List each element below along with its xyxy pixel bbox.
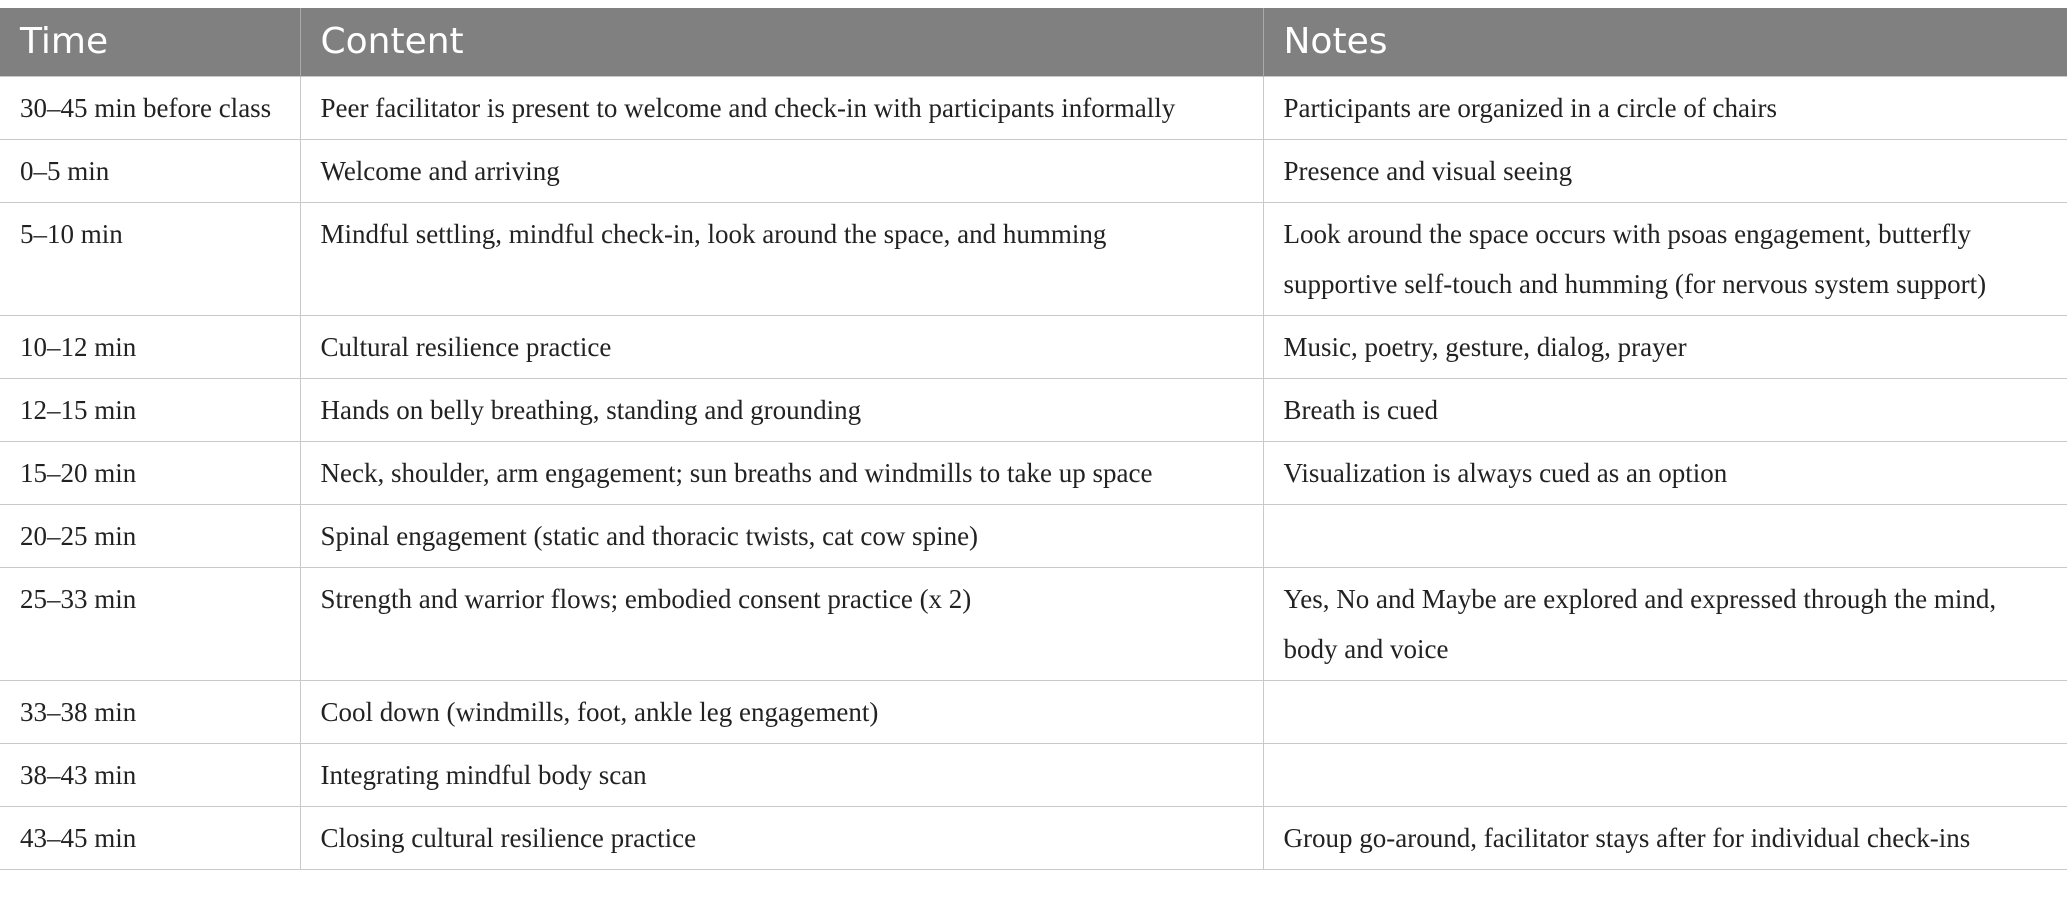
cell-content: Cultural resilience practice: [300, 315, 1263, 378]
table-row: [0, 441, 2067, 504]
table-row: [0, 680, 2067, 743]
cell-notes: Breath is cued: [1263, 378, 2067, 441]
table-row: [0, 202, 2067, 315]
schedule-table-container: [0, 8, 2067, 870]
column-header-content: Content: [300, 8, 1263, 76]
cell-time: 38–43 min: [0, 743, 300, 806]
cell-time: 20–25 min: [0, 504, 300, 567]
table-row: [0, 139, 2067, 202]
schedule-table: [0, 8, 2067, 870]
table-row: [0, 315, 2067, 378]
table-body: [0, 76, 2067, 869]
table-row: [0, 743, 2067, 806]
cell-notes: Presence and visual seeing: [1263, 139, 2067, 202]
cell-content: Cool down (windmills, foot, ankle leg engagement): [300, 680, 1263, 743]
cell-notes: [1263, 680, 2067, 743]
cell-content: Mindful settling, mindful check-in, look around the space, and humming: [300, 202, 1263, 315]
cell-content: Strength and warrior flows; embodied consent practice (x 2): [300, 567, 1263, 680]
cell-time: 12–15 min: [0, 378, 300, 441]
cell-notes: Music, poetry, gesture, dialog, prayer: [1263, 315, 2067, 378]
column-header-notes: Notes: [1263, 8, 2067, 76]
cell-notes: Group go-around, facilitator stays after for individual check-ins: [1263, 806, 2067, 869]
cell-time: 33–38 min: [0, 680, 300, 743]
header-row: [0, 8, 2067, 76]
cell-time: 43–45 min: [0, 806, 300, 869]
cell-time: 15–20 min: [0, 441, 300, 504]
column-header-time: Time: [20, 21, 109, 63]
table-row: [0, 378, 2067, 441]
table-row: [0, 76, 2067, 139]
cell-content: Welcome and arriving: [300, 139, 1263, 202]
cell-notes: Participants are organized in a circle of chairs: [1263, 76, 2067, 139]
cell-notes: [1263, 743, 2067, 806]
cell-time: 10–12 min: [0, 315, 300, 378]
cell-notes: Yes, No and Maybe are explored and expressed through the mind, body and voice: [1263, 567, 2067, 680]
table-row: [0, 806, 2067, 869]
cell-time: 0–5 min: [0, 139, 300, 202]
table-row: [0, 504, 2067, 567]
cell-time: 25–33 min: [0, 567, 300, 680]
cell-content: Closing cultural resilience practice: [300, 806, 1263, 869]
cell-content: Hands on belly breathing, standing and grounding: [300, 378, 1263, 441]
cell-notes: [1263, 504, 2067, 567]
cell-content: Peer facilitator is present to welcome and check-in with participants informally: [300, 76, 1263, 139]
cell-notes: Look around the space occurs with psoas engagement, butterfly supportive self-touch and humming (for nervous system support): [1263, 202, 2067, 315]
cell-content: Neck, shoulder, arm engagement; sun breaths and windmills to take up space: [300, 441, 1263, 504]
cell-notes: Visualization is always cued as an option: [1263, 441, 2067, 504]
table-header: [0, 8, 2067, 76]
cell-content: Spinal engagement (static and thoracic twists, cat cow spine): [300, 504, 1263, 567]
cell-time: 5–10 min: [0, 202, 300, 315]
cell-time: 30–45 min before class: [0, 76, 300, 139]
cell-content: Integrating mindful body scan: [300, 743, 1263, 806]
table-row: [0, 567, 2067, 680]
